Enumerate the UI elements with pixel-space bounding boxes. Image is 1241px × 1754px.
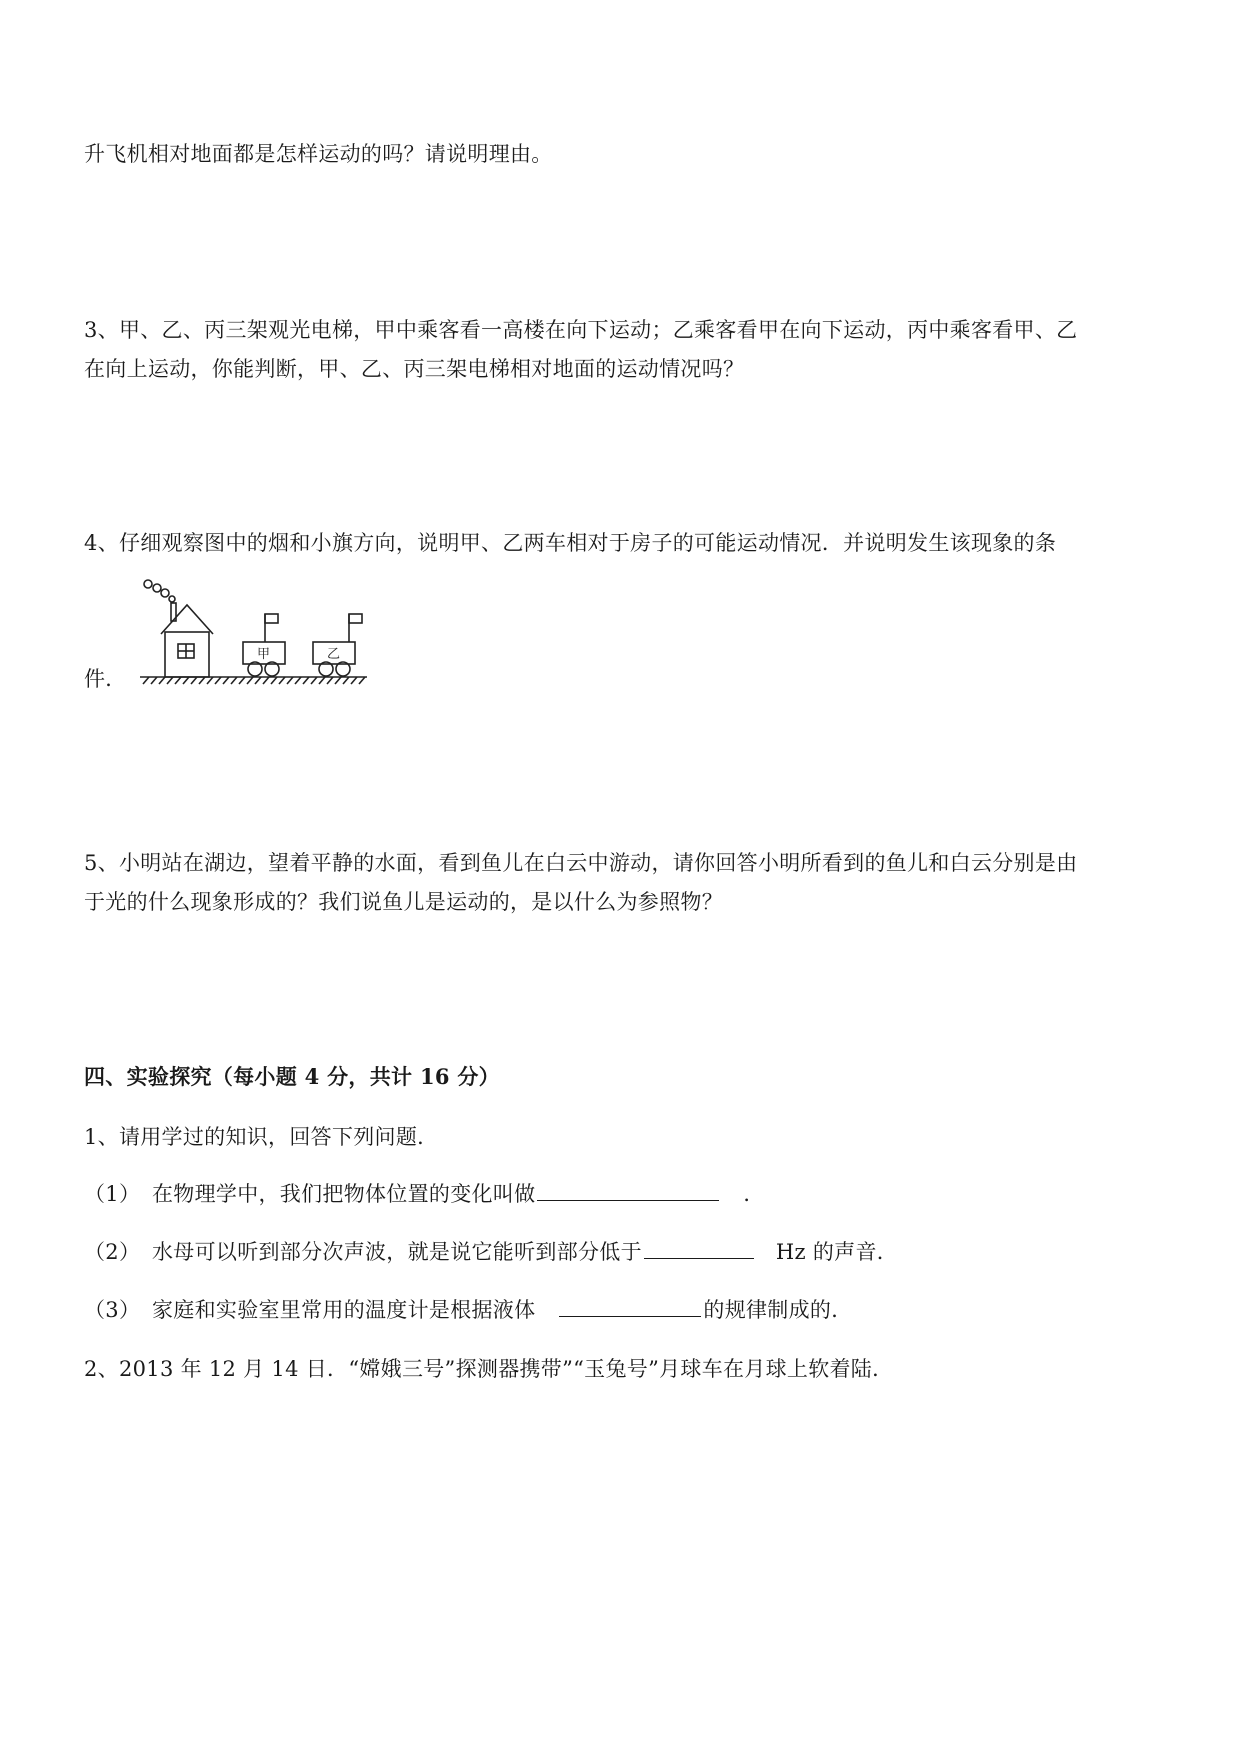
- car-jia: [243, 614, 285, 676]
- sub2-number: （2）: [84, 1240, 141, 1264]
- car-jia-label: 甲: [257, 647, 271, 662]
- sub2-after: Hz 的声音．: [775, 1240, 899, 1264]
- house-cars-figure: [135, 572, 375, 692]
- car-yi: [313, 614, 362, 676]
- s4-q1-sub3: [84, 1296, 853, 1323]
- sub3-after: 的规律制成的．: [703, 1298, 853, 1322]
- car-yi-label: 乙: [327, 647, 341, 662]
- smoke: [144, 580, 175, 602]
- sub1-number: （1）: [84, 1182, 141, 1206]
- chimney: [171, 603, 176, 621]
- sub3-text: 家庭和实验室里常用的温度计是根据液体: [152, 1298, 536, 1322]
- ground-hatching: [143, 677, 365, 684]
- sub3-number: （3）: [84, 1298, 141, 1322]
- q5-line2: 于光的什么现象形成的？我们说鱼儿是运动的，是以什么为参照物？: [84, 890, 723, 914]
- q4-line1: 4、仔细观察图中的烟和小旗方向，说明甲、乙两车相对于房子的可能运动情况．并说明发生该现象的条: [84, 531, 1057, 555]
- s4-q1-sub1: [84, 1180, 765, 1207]
- section4-title: 四、实验探究（每小题 4 分，共计 16 分）: [84, 1064, 500, 1089]
- flag-yi: [349, 614, 362, 623]
- s4-q1-sub2: [84, 1238, 898, 1265]
- q4-line2: 件．: [84, 667, 127, 691]
- q3-line1: 3、甲、乙、丙三架观光电梯，甲中乘客看一高楼在向下运动；乙乘客看甲在向下运动，丙中乘客看甲、乙: [84, 318, 1078, 342]
- sub1-after: ．: [743, 1182, 765, 1206]
- sub3-answer-blank[interactable]: [559, 1296, 701, 1317]
- s4-q2-intro: 2、2013 年 12 月 14 日．“嫦娥三号”探测器携带”“玉兔号”月球车在月球上软着陆．: [84, 1357, 894, 1381]
- sub2-answer-blank[interactable]: [644, 1238, 754, 1259]
- q2-continuation: 升飞机相对地面都是怎样运动的吗？请说明理由。: [84, 142, 553, 166]
- sub2-text: 水母可以听到部分次声波，就是说它能听到部分低于: [152, 1240, 642, 1264]
- sub1-answer-blank[interactable]: [537, 1180, 719, 1201]
- sub1-text: 在物理学中，我们把物体位置的变化叫做: [152, 1182, 536, 1206]
- flag-jia: [265, 614, 278, 623]
- q5-line1: 5、小明站在湖边，望着平静的水面，看到鱼儿在白云中游动，请你回答小明所看到的鱼儿和白云分别是由: [84, 851, 1078, 875]
- s4-q1-intro: 1、请用学过的知识，回答下列问题．: [84, 1125, 439, 1149]
- q3-line2: 在向上运动，你能判断，甲、乙、丙三架电梯相对地面的运动情况吗？: [84, 357, 745, 381]
- house: [161, 603, 213, 677]
